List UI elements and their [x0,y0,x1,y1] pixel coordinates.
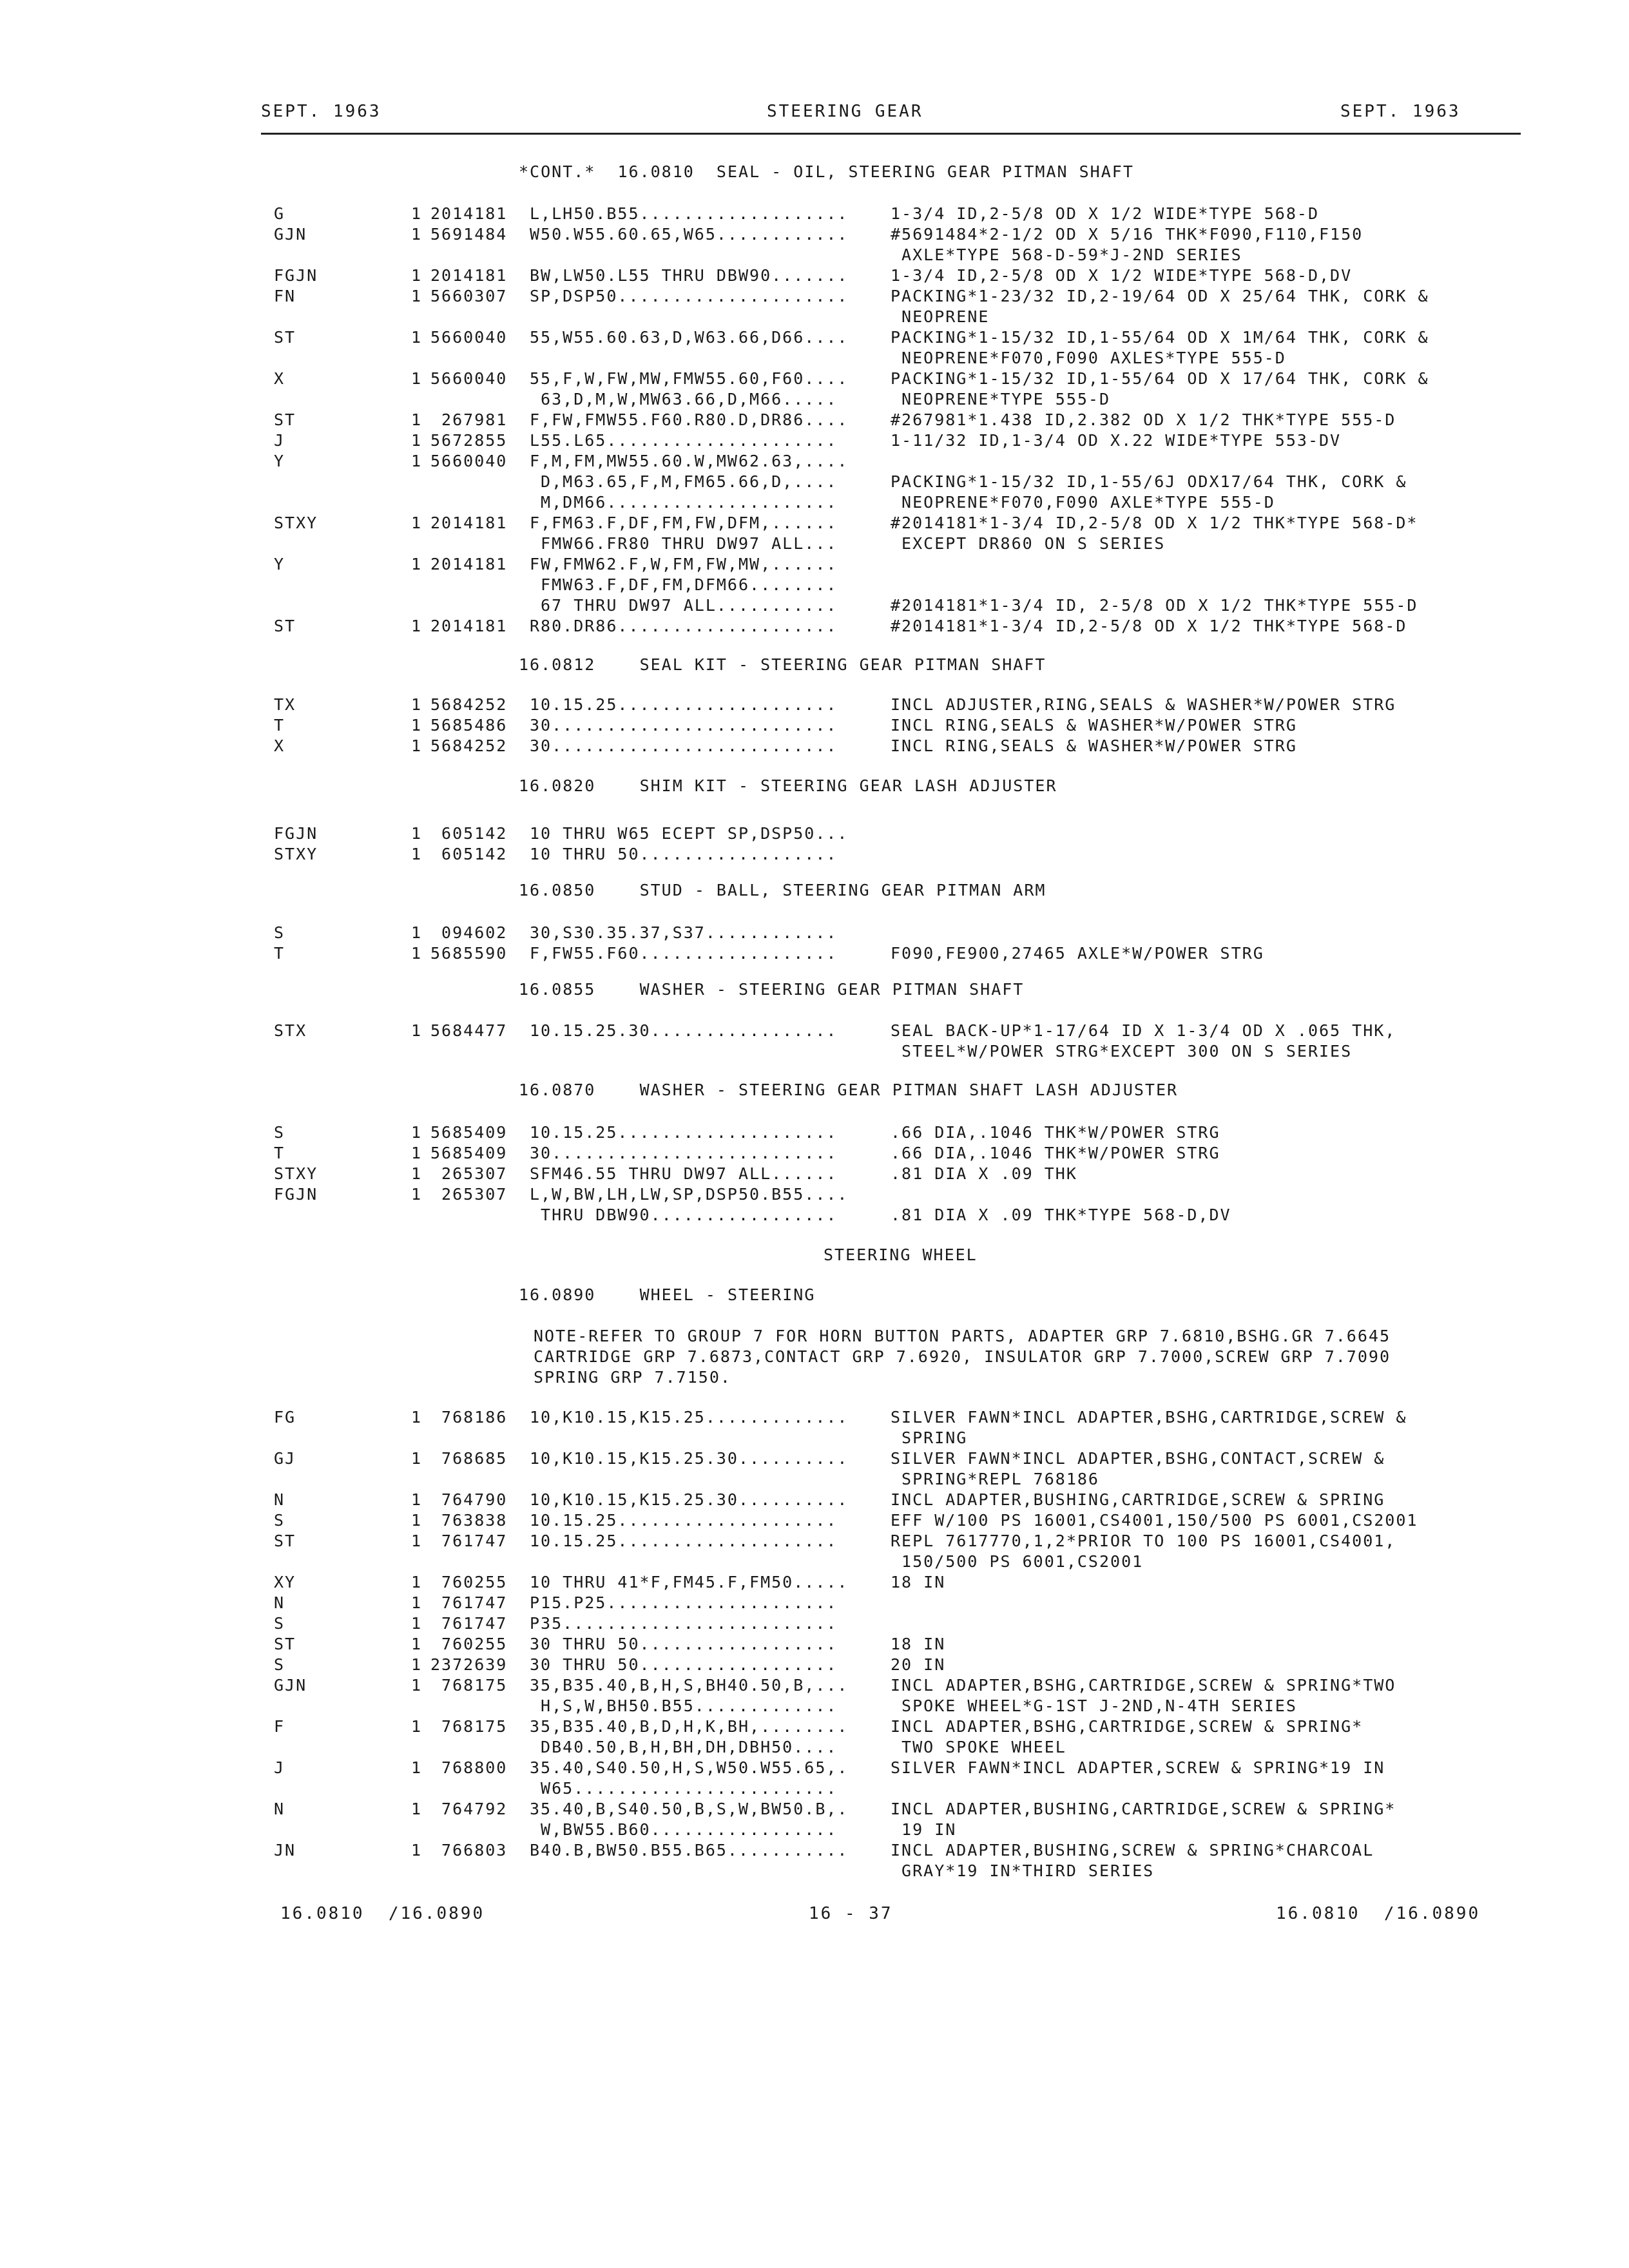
part-description: INCL ADAPTER,BUSHING,CARTRIDGE,SCREW & SPRING [891,1490,1385,1509]
model-code: FGJN [274,1185,318,1204]
part-description: F090,FE900,27465 AXLE*W/POWER STRG [891,944,1264,963]
model-code: ST [274,410,296,429]
model-applicability: F,M,FM,MW55.60.W,MW62.63,.... [530,452,849,470]
quantity: 1 [411,1185,423,1204]
part-description: SPRING*REPL 768186 [891,1470,1099,1488]
model-applicability: F,FW55.F60.................. [530,944,838,963]
header-rule [261,133,1521,135]
section-heading: 16.0855 WASHER - STEERING GEAR PITMAN SHAFT [519,980,1025,999]
model-applicability: F,FM63.F,DF,FM,FW,DFM,...... [530,514,838,532]
part-description: AXLE*TYPE 568-D-59*J-2ND SERIES [891,245,1242,264]
model-applicability: 10.15.25.................... [530,695,838,714]
part-description: 19 IN [891,1820,957,1839]
model-applicability: 55,W55.60.63,D,W63.66,D66.... [530,328,849,347]
part-number: 265307 [430,1185,508,1204]
model-applicability: 30.......................... [530,736,838,755]
quantity: 1 [411,716,423,735]
part-description: .81 DIA X .09 THK [891,1164,1077,1183]
model-applicability: 55,F,W,FW,MW,FMW55.60,F60.... [530,369,849,388]
model-code: FN [274,287,296,305]
quantity: 1 [411,1758,423,1777]
model-code: S [274,1123,285,1142]
part-description: #2014181*1-3/4 ID, 2-5/8 OD X 1/2 THK*TYPE 555-D [891,596,1418,615]
part-number: 766803 [430,1841,508,1860]
part-number: 2014181 [430,204,508,223]
model-applicability: SP,DSP50..................... [530,287,849,305]
part-number: 763838 [430,1511,508,1530]
quantity: 1 [411,923,423,942]
model-code: S [274,1655,285,1674]
note-text: NOTE-REFER TO GROUP 7 FOR HORN BUTTON PARTS, ADAPTER GRP 7.6810,BSHG.GR 7.6645 [534,1327,1391,1345]
model-code: STX [274,1021,307,1040]
model-applicability: 30,S30.35.37,S37............ [530,923,838,942]
part-number: 768175 [430,1717,508,1736]
part-number: 265307 [430,1164,508,1183]
part-description: PACKING*1-15/32 ID,1-55/6J ODX17/64 THK, CORK & [891,472,1407,491]
part-description: INCL ADAPTER,BUSHING,SCREW & SPRING*CHARCOAL [891,1841,1374,1860]
part-description: #2014181*1-3/4 ID,2-5/8 OD X 1/2 THK*TYPE 568-D [891,617,1407,635]
part-number: 5684252 [430,736,508,755]
model-code: J [274,1758,285,1777]
quantity: 1 [411,266,423,285]
part-description: SPOKE WHEEL*G-1ST J-2ND,N-4TH SERIES [891,1696,1297,1715]
model-applicability: 67 THRU DW97 ALL........... [530,596,838,615]
part-description: PACKING*1-23/32 ID,2-19/64 OD X 25/64 THK, CORK & [891,287,1429,305]
part-number: 760255 [430,1573,508,1591]
quantity: 1 [411,1144,423,1162]
model-applicability: 10,K10.15,K15.25............. [530,1408,849,1427]
part-description: REPL 7617770,1,2*PRIOR TO 100 PS 16001,CS4001, [891,1532,1396,1550]
quantity: 1 [411,1449,423,1468]
part-description: NEOPRENE*TYPE 555-D [891,390,1111,408]
model-code: ST [274,617,296,635]
part-number: 5660040 [430,369,508,388]
part-description: #2014181*1-3/4 ID,2-5/8 OD X 1/2 THK*TYPE 568-D* [891,514,1418,532]
part-number: 768175 [430,1676,508,1695]
model-code: ST [274,1532,296,1550]
footer-range-left: 16.0810 /16.0890 [280,1904,485,1923]
header-date-left: SEPT. 1963 [261,102,381,121]
part-description: 20 IN [891,1655,946,1674]
model-code: FGJN [274,824,318,843]
quantity: 1 [411,1511,423,1530]
model-code: N [274,1593,285,1612]
model-applicability: H,S,W,BH50.B55............. [530,1696,838,1715]
part-description: PACKING*1-15/32 ID,1-55/64 OD X 17/64 THK, CORK & [891,369,1429,388]
model-applicability: L,W,BW,LH,LW,SP,DSP50.B55.... [530,1185,849,1204]
quantity: 1 [411,1532,423,1550]
model-code: S [274,1614,285,1633]
model-applicability: 10.15.25.................... [530,1511,838,1530]
quantity: 1 [411,287,423,305]
part-description: TWO SPOKE WHEEL [891,1738,1066,1756]
model-applicability: 10,K10.15,K15.25.30.......... [530,1449,849,1468]
model-applicability: L,LH50.B55................... [530,204,849,223]
section-heading: 16.0890 WHEEL - STEERING [519,1285,816,1304]
section-heading: 16.0812 SEAL KIT - STEERING GEAR PITMAN SHAFT [519,655,1046,674]
part-description: 1-3/4 ID,2-5/8 OD X 1/2 WIDE*TYPE 568-D,DV [891,266,1353,285]
quantity: 1 [411,1717,423,1736]
part-number: 267981 [430,410,508,429]
quantity: 1 [411,1573,423,1591]
model-code: T [274,944,285,963]
model-code: T [274,1144,285,1162]
quantity: 1 [411,328,423,347]
quantity: 1 [411,204,423,223]
model-code: Y [274,452,285,470]
part-description: 18 IN [891,1635,946,1653]
model-applicability: DB40.50,B,H,BH,DH,DBH50.... [530,1738,838,1756]
part-description: GRAY*19 IN*THIRD SERIES [891,1861,1155,1880]
quantity: 1 [411,431,423,450]
part-number: 760255 [430,1635,508,1653]
part-number: 605142 [430,824,508,843]
part-description: INCL RING,SEALS & WASHER*W/POWER STRG [891,736,1297,755]
part-description: SILVER FAWN*INCL ADAPTER,SCREW & SPRING*19 IN [891,1758,1385,1777]
model-code: STXY [274,514,318,532]
part-description: 18 IN [891,1573,946,1591]
part-number: 764792 [430,1800,508,1818]
model-code: FG [274,1408,296,1427]
part-description: INCL ADAPTER,BSHG,CARTRIDGE,SCREW & SPRING* [891,1717,1364,1736]
model-applicability: 35.40,S40.50,H,S,W50.W55.65,. [530,1758,849,1777]
part-description: SILVER FAWN*INCL ADAPTER,BSHG,CONTACT,SCREW & [891,1449,1385,1468]
part-number: 5685409 [430,1123,508,1142]
model-code: ST [274,328,296,347]
note-text: CARTRIDGE GRP 7.6873,CONTACT GRP 7.6920, INSULATOR GRP 7.7000,SCREW GRP 7.7090 [534,1347,1391,1366]
part-number: 2014181 [430,514,508,532]
part-number: 5684477 [430,1021,508,1040]
part-description: NEOPRENE [891,307,990,326]
quantity: 1 [411,1164,423,1183]
model-applicability: 30.......................... [530,716,838,735]
part-number: 768685 [430,1449,508,1468]
footer-page-number: 16 - 37 [809,1904,893,1923]
model-applicability: 35,B35.40,B,D,H,K,BH,........ [530,1717,849,1736]
part-description: STEEL*W/POWER STRG*EXCEPT 300 ON S SERIES [891,1042,1353,1061]
model-code: GJ [274,1449,296,1468]
part-number: 764790 [430,1490,508,1509]
model-applicability: B40.B,BW50.B55.B65........... [530,1841,849,1860]
part-number: 761747 [430,1614,508,1633]
model-applicability: P35......................... [530,1614,838,1633]
quantity: 1 [411,369,423,388]
part-description: NEOPRENE*F070,F090 AXLE*TYPE 555-D [891,493,1275,512]
model-applicability: 35.40,B,S40.50,B,S,W,BW50.B,. [530,1800,849,1818]
part-description: NEOPRENE*F070,F090 AXLES*TYPE 555-D [891,349,1286,367]
part-description: PACKING*1-15/32 ID,1-55/64 OD X 1M/64 THK, CORK & [891,328,1429,347]
model-code: STXY [274,845,318,863]
part-description: INCL ADAPTER,BUSHING,CARTRIDGE,SCREW & SPRING* [891,1800,1396,1818]
part-description: INCL ADAPTER,BSHG,CARTRIDGE,SCREW & SPRING*TWO [891,1676,1396,1695]
part-number: 761747 [430,1532,508,1550]
part-number: 5691484 [430,225,508,244]
model-code: N [274,1800,285,1818]
model-code: ST [274,1635,296,1653]
model-code: T [274,716,285,735]
quantity: 1 [411,452,423,470]
part-description: SEAL BACK-UP*1-17/64 ID X 1-3/4 OD X .065 THK, [891,1021,1396,1040]
quantity: 1 [411,1490,423,1509]
quantity: 1 [411,1655,423,1674]
part-number: 761747 [430,1593,508,1612]
model-applicability: W50.W55.60.65,W65............ [530,225,849,244]
part-description: 150/500 PS 6001,CS2001 [891,1552,1144,1571]
quantity: 1 [411,225,423,244]
part-number: 5660040 [430,328,508,347]
quantity: 1 [411,410,423,429]
section-heading: STEERING WHEEL [824,1245,978,1264]
model-code: JN [274,1841,296,1860]
quantity: 1 [411,514,423,532]
quantity: 1 [411,1841,423,1860]
part-description: EXCEPT DR860 ON S SERIES [891,534,1166,553]
quantity: 1 [411,736,423,755]
header-title: STEERING GEAR [767,102,923,121]
quantity: 1 [411,1635,423,1653]
part-number: 5685409 [430,1144,508,1162]
part-description: SILVER FAWN*INCL ADAPTER,BSHG,CARTRIDGE,SCREW & [891,1408,1407,1427]
footer-range-right: 16.0810 /16.0890 [1276,1904,1481,1923]
model-applicability: 10,K10.15,K15.25.30.......... [530,1490,849,1509]
part-description: INCL RING,SEALS & WASHER*W/POWER STRG [891,716,1297,735]
model-code: GJN [274,225,307,244]
model-applicability: 10 THRU 41*F,FM45.F,FM50..... [530,1573,849,1591]
part-number: 2014181 [430,617,508,635]
model-applicability: FW,FMW62.F,W,FM,FW,MW,...... [530,555,838,573]
model-applicability: 30.......................... [530,1144,838,1162]
model-applicability: W65........................ [530,1779,838,1798]
header-date-right: SEPT. 1963 [1340,102,1461,121]
part-number: 5684252 [430,695,508,714]
part-number: 2014181 [430,266,508,285]
section-heading: 16.0820 SHIM KIT - STEERING GEAR LASH ADJUSTER [519,776,1057,795]
model-code: TX [274,695,296,714]
quantity: 1 [411,555,423,573]
quantity: 1 [411,1021,423,1040]
model-applicability: SFM46.55 THRU DW97 ALL...... [530,1164,838,1183]
model-code: N [274,1490,285,1509]
quantity: 1 [411,1408,423,1427]
part-description: 1-3/4 ID,2-5/8 OD X 1/2 WIDE*TYPE 568-D [891,204,1319,223]
part-description: #267981*1.438 ID,2.382 OD X 1/2 THK*TYPE 555-D [891,410,1396,429]
model-applicability: 10.15.25.................... [530,1123,838,1142]
model-code: STXY [274,1164,318,1183]
quantity: 1 [411,1800,423,1818]
section-heading: 16.0870 WASHER - STEERING GEAR PITMAN SHAFT LASH ADJUSTER [519,1081,1179,1099]
model-applicability: D,M63.65,F,M,FM65.66,D,.... [530,472,838,491]
section-heading: *CONT.* 16.0810 SEAL - OIL, STEERING GEAR PITMAN SHAFT [519,162,1134,181]
part-number: 768186 [430,1408,508,1427]
part-description: 1-11/32 ID,1-3/4 OD X.22 WIDE*TYPE 553-DV [891,431,1342,450]
quantity: 1 [411,845,423,863]
part-description: .66 DIA,.1046 THK*W/POWER STRG [891,1123,1220,1142]
model-applicability: W,BW55.B60................. [530,1820,838,1839]
quantity: 1 [411,944,423,963]
section-heading: 16.0850 STUD - BALL, STEERING GEAR PITMAN ARM [519,881,1046,899]
model-applicability: 35,B35.40,B,H,S,BH40.50,B,... [530,1676,849,1695]
model-code: X [274,369,285,388]
part-description: SPRING [891,1428,968,1447]
model-code: FGJN [274,266,318,285]
model-applicability: F,FW,FMW55.F60.R80.D,DR86.... [530,410,849,429]
model-applicability: 10 THRU W65 ECEPT SP,DSP50... [530,824,849,843]
part-description: INCL ADJUSTER,RING,SEALS & WASHER*W/POWER STRG [891,695,1396,714]
part-number: 5672855 [430,431,508,450]
part-number: 5660040 [430,452,508,470]
model-applicability: 30 THRU 50.................. [530,1655,838,1674]
model-applicability: R80.DR86.................... [530,617,838,635]
part-number: 768800 [430,1758,508,1777]
part-description: .81 DIA X .09 THK*TYPE 568-D,DV [891,1206,1231,1224]
model-code: G [274,204,285,223]
part-description: .66 DIA,.1046 THK*W/POWER STRG [891,1144,1220,1162]
quantity: 1 [411,695,423,714]
quantity: 1 [411,617,423,635]
part-number: 605142 [430,845,508,863]
model-applicability: 63,D,M,W,MW63.66,D,M66..... [530,390,838,408]
model-code: X [274,736,285,755]
part-description: #5691484*2-1/2 OD X 5/16 THK*F090,F110,F150 [891,225,1364,244]
model-code: XY [274,1573,296,1591]
model-applicability: FMW63.F,DF,FM,DFM66........ [530,575,838,594]
quantity: 1 [411,1593,423,1612]
model-applicability: L55.L65..................... [530,431,838,450]
model-applicability: P15.P25..................... [530,1593,838,1612]
part-description: EFF W/100 PS 16001,CS4001,150/500 PS 6001,CS2001 [891,1511,1418,1530]
note-text: SPRING GRP 7.7150. [534,1368,731,1387]
model-code: GJN [274,1676,307,1695]
part-number: 2014181 [430,555,508,573]
model-code: F [274,1717,285,1736]
part-number: 2372639 [430,1655,508,1674]
model-applicability: FMW66.FR80 THRU DW97 ALL... [530,534,838,553]
model-applicability: M,DM66..................... [530,493,838,512]
quantity: 1 [411,1614,423,1633]
model-applicability: 30 THRU 50.................. [530,1635,838,1653]
part-number: 5685590 [430,944,508,963]
model-applicability: 10 THRU 50.................. [530,845,838,863]
part-number: 5660307 [430,287,508,305]
quantity: 1 [411,1676,423,1695]
model-applicability: 10.15.25.30................. [530,1021,838,1040]
model-applicability: BW,LW50.L55 THRU DBW90....... [530,266,849,285]
quantity: 1 [411,1123,423,1142]
model-code: Y [274,555,285,573]
model-code: S [274,1511,285,1530]
model-applicability: THRU DBW90................. [530,1206,838,1224]
part-number: 5685486 [430,716,508,735]
model-code: S [274,923,285,942]
model-code: J [274,431,285,450]
part-number: 094602 [430,923,508,942]
quantity: 1 [411,824,423,843]
model-applicability: 10.15.25.................... [530,1532,838,1550]
